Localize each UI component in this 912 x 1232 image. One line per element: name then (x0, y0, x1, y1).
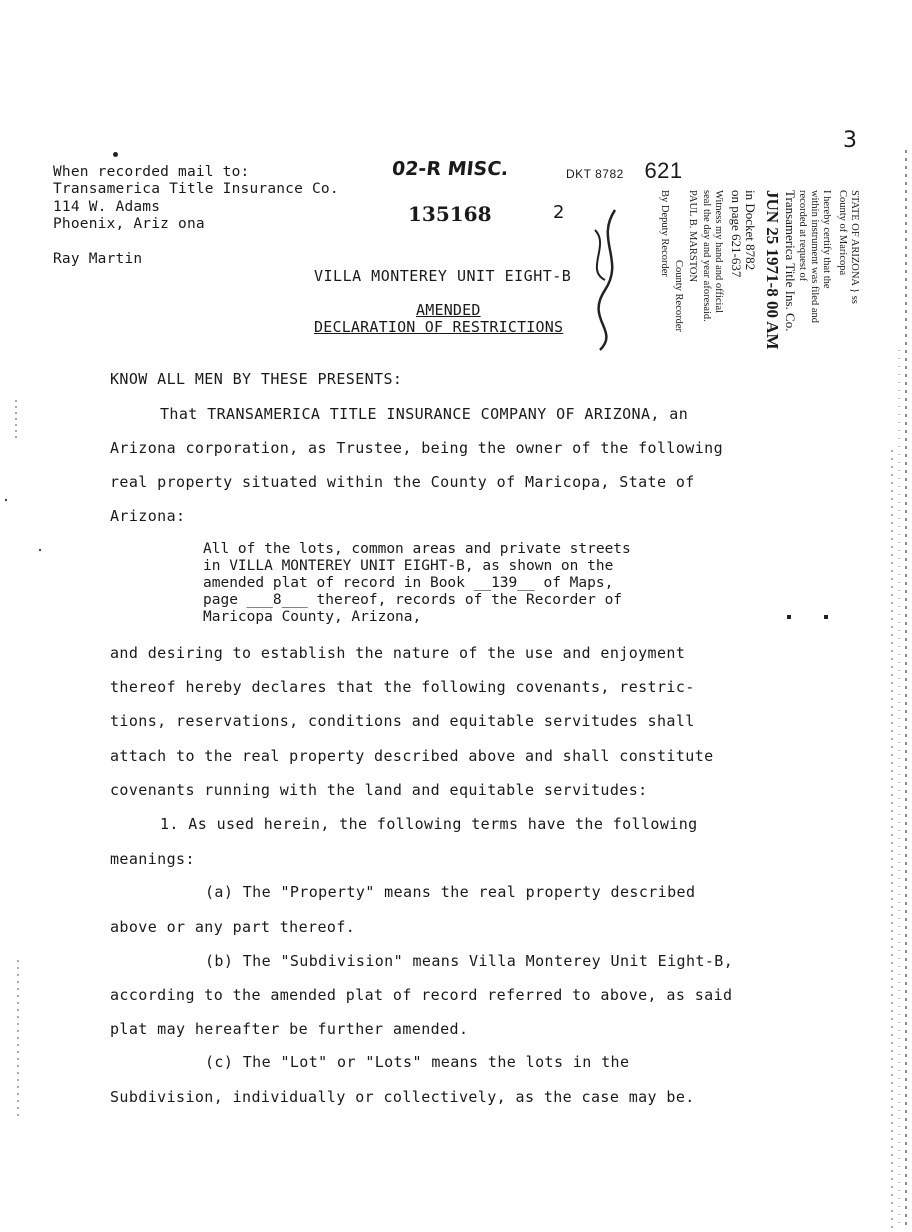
title-line-3: DECLARATION OF RESTRICTIONS (314, 318, 564, 336)
para2-line: attach to the real property described above and shall constitute (110, 747, 714, 765)
item-a-line: (a) The "Property" means the real property described (205, 883, 696, 901)
docket-ref: DKT 8782 (566, 167, 624, 181)
para2-line: thereof hereby declares that the following covenants, restric- (110, 678, 695, 696)
stamp-line: PAUL B. MARSTON (687, 190, 698, 283)
legal-desc-line: All of the lots, common areas and private streets (203, 541, 631, 557)
stamp-line: Transamerica Title Ins. Co. (783, 190, 798, 332)
stamp-line: Witness my hand and official (713, 190, 724, 314)
item1-line: 1. As used herein, the following terms have the following (160, 815, 698, 833)
mail-to-line: Phoenix, Ariz ona (53, 216, 205, 232)
para1-line: That TRANSAMERICA TITLE INSURANCE COMPANY OF ARIZONA, an (160, 405, 689, 423)
title-line-2: AMENDED (416, 301, 481, 319)
legal-desc-line: page ___8___ thereof, records of the Recorder of (203, 592, 623, 608)
ink-dot (113, 152, 118, 157)
corner-mark: 3 (843, 128, 857, 153)
attention-name: Ray Martin (53, 251, 143, 267)
page-ref: 621 (644, 158, 683, 183)
stamp-line: STATE OF ARIZONA } ss (849, 190, 860, 304)
docket-reference (566, 158, 683, 184)
ink-dot (824, 615, 828, 619)
mail-to-line: 114 W. Adams (53, 199, 161, 215)
recording-stamp (620, 190, 860, 380)
stamp-line: County Recorder (673, 260, 684, 333)
para1-line: Arizona corporation, as Trustee, being the owner of the following (110, 439, 723, 457)
stamp-code: 02-R MISC. (390, 158, 510, 180)
legal-desc-line: amended plat of record in Book __139__ of Maps, (203, 575, 614, 591)
stamp-line: on page 621-637 (729, 190, 744, 278)
legal-desc-line: Maricopa County, Arizona, (203, 609, 422, 625)
para1-line: Arizona: (110, 507, 186, 525)
item-c-line: (c) The "Lot" or "Lots" means the lots in the (205, 1053, 630, 1071)
stamp-line: By Deputy Recorder (659, 190, 670, 277)
para1-line: real property situated within the County of Maricopa, State of (110, 473, 695, 491)
item-c-line: Subdivision, individually or collectively, as the case may be. (110, 1088, 695, 1106)
opening-line: KNOW ALL MEN BY THESE PRESENTS: (110, 370, 403, 388)
handwritten-mark: 2 (553, 202, 565, 223)
record-number: 135168 (408, 202, 492, 226)
item-a-line: above or any part thereof. (110, 918, 356, 936)
para2-line: and desiring to establish the nature of the use and enjoyment (110, 644, 686, 662)
title-line-1: VILLA MONTEREY UNIT EIGHT-B (314, 267, 572, 285)
stamp-line: County of Maricopa (837, 190, 848, 276)
item-b-line: plat may hereafter be further amended. (110, 1020, 469, 1038)
item-b-line: (b) The "Subdivision" means Villa Monterey Unit Eight-B, (205, 952, 734, 970)
para2-line: covenants running with the land and equitable servitudes: (110, 781, 648, 799)
stamp-line: I hereby certify that the (821, 190, 832, 289)
mail-to-line: Transamerica Title Insurance Co. (53, 181, 339, 197)
scan-edge-noise (882, 150, 912, 1230)
stamp-line: recorded at request of (797, 190, 808, 282)
stamp-date: JUN 25 1971-8 00 AM (763, 190, 782, 350)
stamp-line: within instrument was filed and (809, 190, 820, 323)
ink-dot (787, 615, 791, 619)
item1-line: meanings: (110, 850, 195, 868)
item-b-line: according to the amended plat of record referred to above, as said (110, 986, 733, 1004)
para2-line: tions, reservations, conditions and equitable servitudes shall (110, 712, 695, 730)
scan-left-noise (0, 380, 45, 1140)
legal-desc-line: in VILLA MONTEREY UNIT EIGHT-B, as shown on the (203, 558, 614, 574)
stamp-line: in Docket 8782 (743, 190, 758, 271)
recorder-signature (575, 200, 635, 360)
mail-to-line: When recorded mail to: (53, 164, 250, 180)
stamp-line: seal the day and year aforesaid. (701, 190, 712, 322)
